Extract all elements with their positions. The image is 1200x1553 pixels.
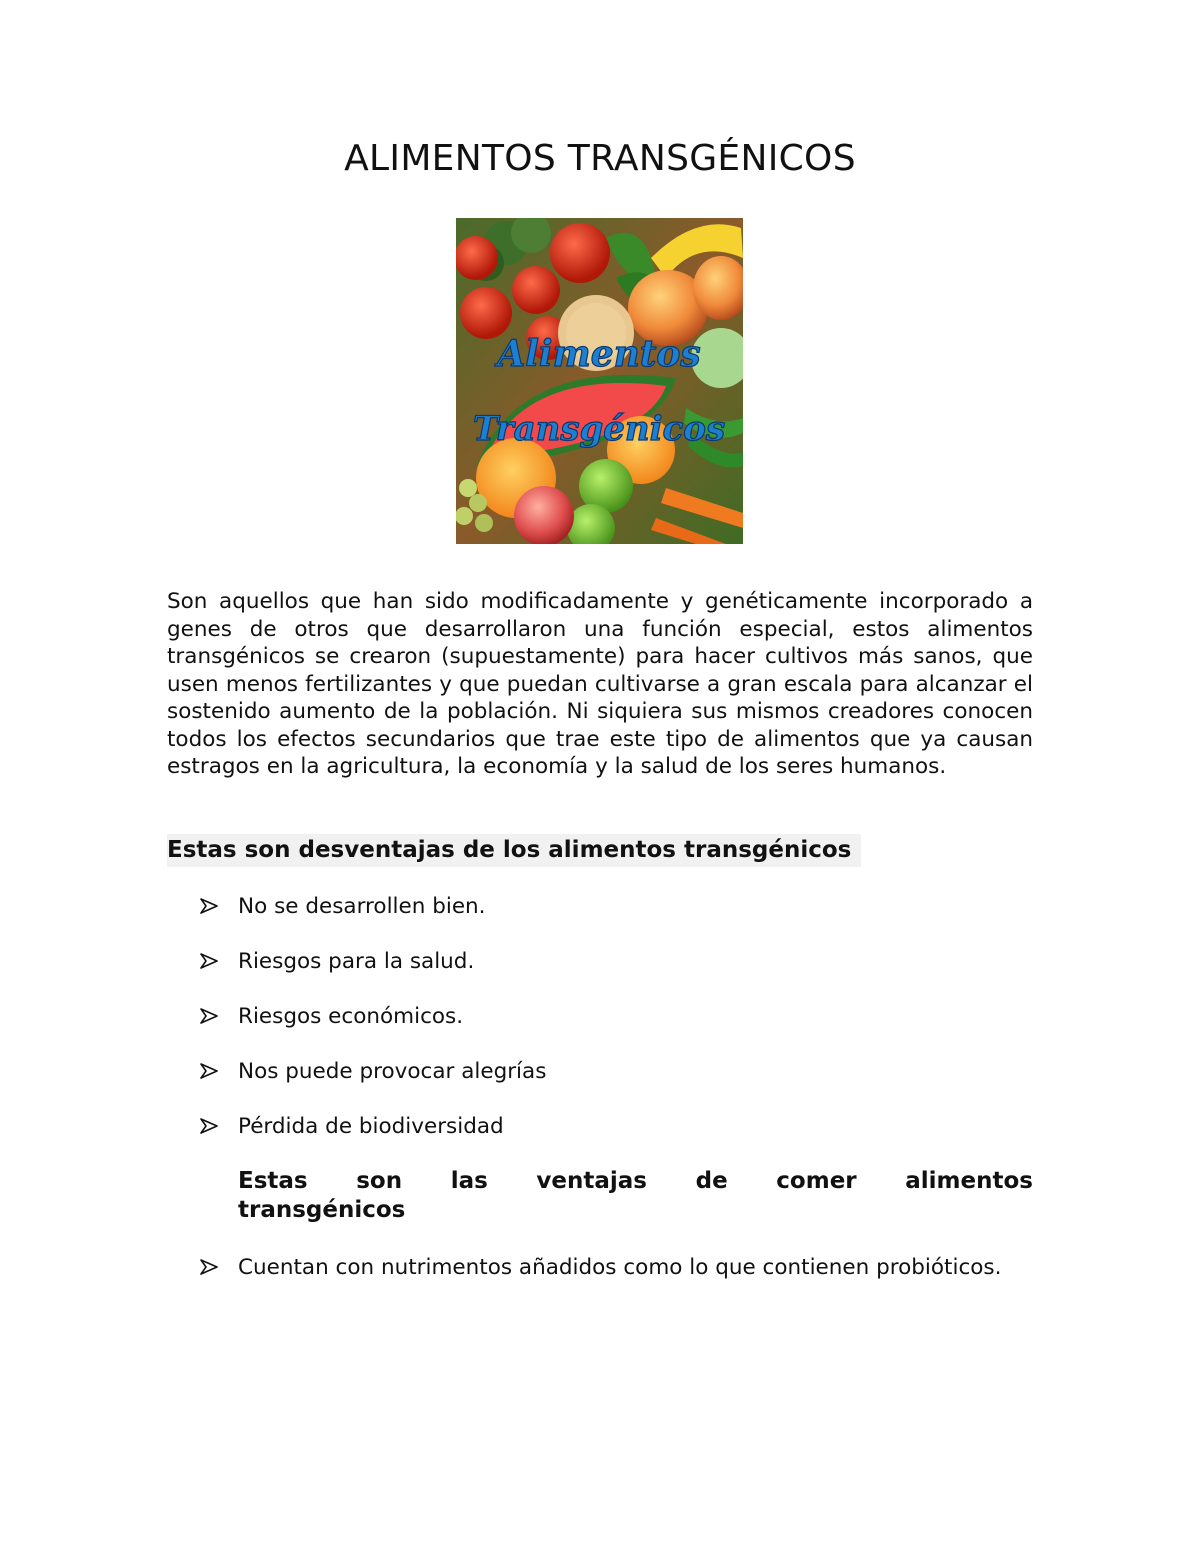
- heading-word: comer: [776, 1168, 857, 1194]
- list-item: [200, 893, 1033, 921]
- list-item: [200, 1058, 1033, 1086]
- advantages-heading: [238, 1167, 1033, 1225]
- list-item-text: Riesgos económicos.: [238, 1004, 464, 1029]
- document-title: ALIMENTOS TRANSGÉNICOS: [344, 138, 856, 179]
- fruits-vegetables-picture: [456, 218, 743, 544]
- arrowhead-bullet-icon: [200, 1254, 238, 1282]
- arrowhead-bullet-icon: [200, 893, 238, 921]
- image-title-line1: Alimentos: [497, 333, 701, 375]
- list-item-text: Pérdida de biodiversidad: [238, 1114, 504, 1139]
- list-item: [200, 948, 1033, 976]
- list-item-text: Riesgos para la salud.: [238, 949, 475, 974]
- list-item: [200, 1113, 1033, 1141]
- image-title-line2: Transgénicos: [472, 409, 726, 449]
- list-item-text: No se desarrollen bien.: [238, 894, 486, 919]
- arrowhead-bullet-icon: [200, 1003, 238, 1031]
- heading-word: de: [695, 1168, 728, 1194]
- heading-word: ventajas: [536, 1168, 647, 1194]
- arrowhead-bullet-icon: [200, 948, 238, 976]
- advantages-heading-line1: [238, 1167, 1033, 1196]
- intro-paragraph: Son aquellos que han sido modificadamente y genéticamente incorporado a genes de otros que desarrollaron una función especial, estos alimentos transgénicos se crearon (supuestamente) para hacer cultivos más sanos, que usen menos fertilizantes y que puedan cultivarse a gran escala para alcanzar el sostenido aumento de la población. Ni siquiera sus mismos creadores conocen todos los efectos secundarios que trae este tipo de alimentos que ya causan estragos en la agricultura, la economía y la salud de los seres humanos.: [167, 589, 1033, 779]
- heading-word: las: [450, 1168, 488, 1194]
- arrowhead-bullet-icon: [200, 1058, 238, 1086]
- heading-word: alimentos: [905, 1168, 1033, 1194]
- arrowhead-bullet-icon: [200, 1113, 238, 1141]
- list-item-text: Nos puede provocar alegrías: [238, 1059, 547, 1084]
- list-item: [200, 1003, 1033, 1031]
- cover-image: [456, 218, 743, 544]
- list-item: [200, 1254, 1033, 1282]
- heading-word: son: [356, 1168, 403, 1194]
- heading-word: Estas: [238, 1168, 308, 1194]
- advantages-heading-line2: transgénicos: [238, 1197, 406, 1223]
- list-item-text: Cuentan con nutrimentos añadidos como lo que contienen probióticos.: [238, 1255, 1002, 1280]
- disadvantages-heading: Estas son desventajas de los alimentos transgénicos: [167, 834, 861, 867]
